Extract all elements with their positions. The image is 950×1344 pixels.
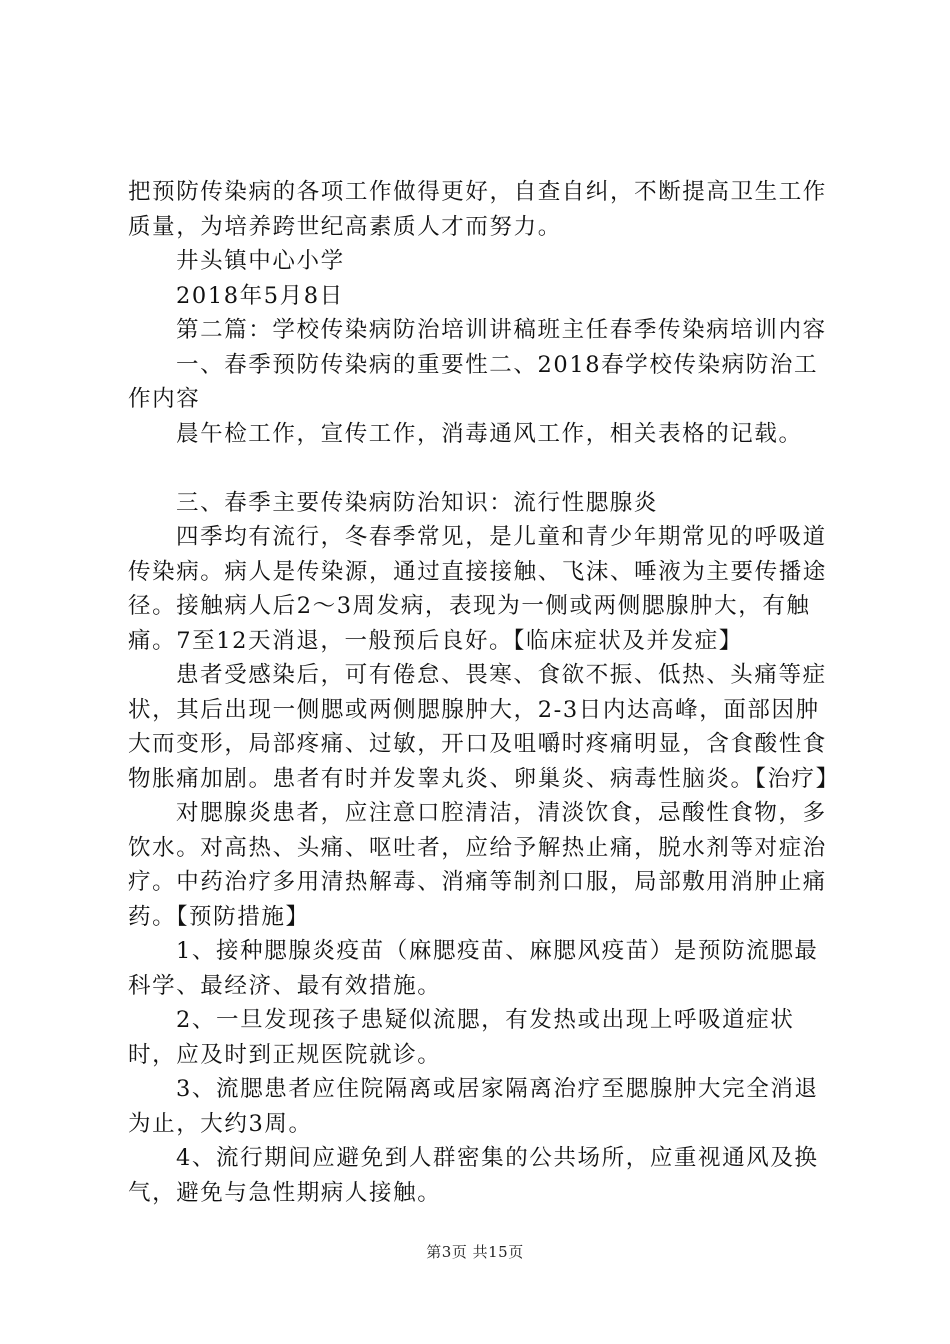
page-number: 第3页 共15页 [426,1243,524,1261]
paragraph: 晨午检工作，宣传工作，消毒通风工作，相关表格的记载。 [176,420,803,447]
paragraph: 第二篇：学校传染病防治培训讲稿班主任春季传染病培训内容 [176,317,827,343]
list-item: 4、流行期间应避免到人群密集的公共场所，应重视通风及换气，避免与急性期病人接触。 [128,1145,819,1206]
paragraph: 四季均有流行，冬春季常见，是儿童和青少年期常见的呼吸道传染病。病人是传染源，通过直接接触、飞沫、唾液为主要传播途径。接触病人后2～3周发病，表现为一侧或两侧腮腺肿大，有触痛。7至12天消退，一般预后良好。【临床症状及并发症】 [128,524,827,654]
paragraph: 对腮腺炎患者，应注意口腔清洁，清淡饮食，忌酸性食物，多饮水。对高热、头痛、呕吐者，应给予解热止痛，脱水剂等对症治疗。中药治疗多用清热解毒、消痛等制剂口服，局部敷用消肿止痛药。【预防措施】 [128,800,827,930]
document-body [128,175,840,1210]
paragraph: 井头镇中心小学 [176,248,345,274]
paragraph: 把预防传染病的各项工作做得更好，自查自纠，不断提高卫生工作质量，为培养跨世纪高素质人才而努力。 [128,179,827,240]
paragraph: 2018年5月8日 [176,282,344,309]
list-item: 3、流腮患者应住院隔离或居家隔离治疗至腮腺肿大完全消退为止，大约3周。 [128,1076,819,1137]
blank-line [128,451,840,486]
section-heading: 三、春季主要传染病防治知识：流行性腮腺炎 [176,489,659,516]
list-item: 2、一旦发现孩子患疑似流腮，有发热或出现上呼吸道症状时，应及时到正规医院就诊。 [128,1007,795,1068]
page-footer [0,1242,950,1262]
list-item: 1、接种腮腺炎疫苗（麻腮疫苗、麻腮风疫苗）是预防流腮最科学、最经济、最有效措施。 [128,938,819,999]
paragraph: 患者受感染后，可有倦怠、畏寒、食欲不振、低热、头痛等症状，其后出现一侧腮或两侧腮腺肿大，2-3日内达高峰，面部因肿大而变形，局部疼痛、过敏，开口及咀嚼时疼痛明显，含食酸性食物胀痛加剧。患者有时并发睾丸炎、卵巢炎、病毒性脑炎。【治疗】 [128,662,840,792]
paragraph: 一、春季预防传染病的重要性二、2018春学校传染病防治工作内容 [128,351,819,412]
